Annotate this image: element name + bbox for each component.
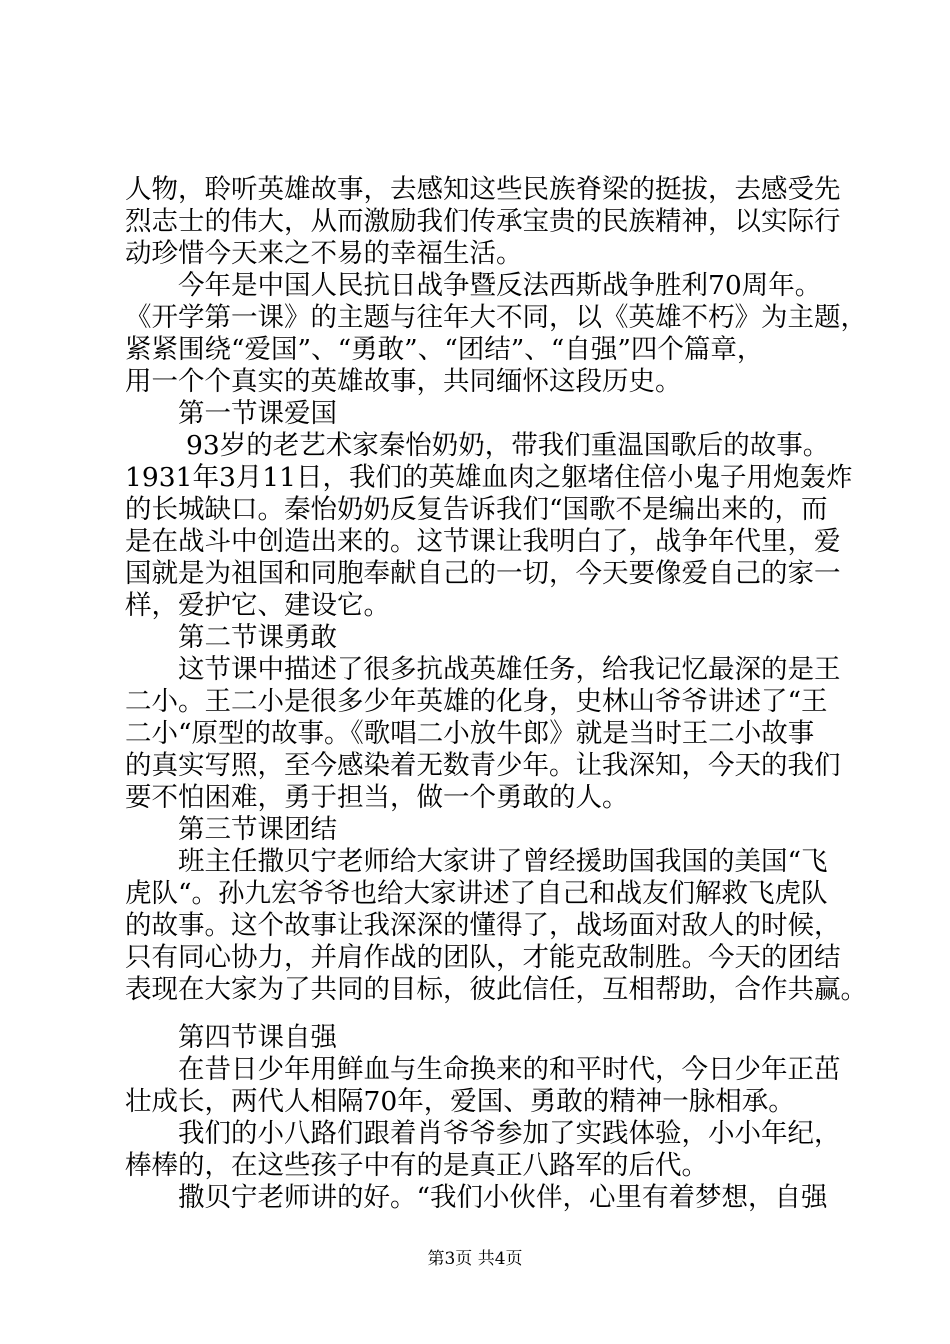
text-line: 表现在大家为了共同的目标，彼此信任，互相帮助，合作共赢。	[125, 974, 867, 1005]
text-line: 用一个个真实的英雄故事，共同缅怀这段历史。	[125, 366, 682, 397]
text-line: 棒棒的，在这些孩子中有的是真正八路军的后代。	[125, 1150, 708, 1181]
text-line: 要不怕困难，勇于担当，做一个勇敢的人。	[125, 782, 629, 813]
page-footer: 第3页 共4页	[427, 1249, 523, 1269]
text-line: 这节课中描述了很多抗战英雄任务，给我记忆最深的是王	[178, 654, 841, 685]
text-line: 国就是为祖国和同胞奉献自己的一切，今天要像爱自己的家一	[125, 558, 841, 589]
section-heading: 第四节课自强	[178, 1022, 337, 1053]
text-line: 的真实写照，至今感染着无数青少年。让我深知，今天的我们	[125, 750, 841, 781]
text-line: 只有同心协力，并肩作战的团队，才能克敌制胜。今天的团结	[125, 942, 841, 973]
text-line: 撒贝宁老师讲的好。“我们小伙伴，心里有着梦想，自强	[178, 1182, 828, 1213]
section-heading: 第三节课团结	[178, 814, 337, 845]
text-line: 二小。王二小是很多少年英雄的化身，史林山爷爷讲述了“王	[125, 686, 828, 717]
text-line: 班主任撒贝宁老师给大家讲了曾经援助国我国的美国“飞	[178, 846, 828, 877]
text-line: 样，爱护它、建设它。	[125, 590, 390, 621]
text-line: 紧紧围绕“爱国”、“勇敢”、“团结”、“自强”四个篇章，	[125, 334, 764, 365]
text-line: 虎队“。孙九宏爷爷也给大家讲述了自己和战友们解救飞虎队	[125, 878, 828, 909]
text-line: 的故事。这个故事让我深深的懂得了，战场面对敌人的时候，	[125, 910, 841, 941]
text-line: 是在战斗中创造出来的。这节课让我明白了，战争年代里，爱	[125, 526, 841, 557]
text-line: 我们的小八路们跟着肖爷爷参加了实践体验，小小年纪，	[178, 1118, 841, 1149]
text-line: 人物，聆听英雄故事，去感知这些民族脊梁的挺拔，去感受先	[125, 174, 841, 205]
text-line: 今年是中国人民抗日战争暨反法西斯战争胜利70周年。	[178, 270, 822, 301]
text-line: 的长城缺口。秦怡奶奶反复告诉我们“国歌不是编出来的，而	[125, 494, 828, 525]
section-heading: 第一节课爱国	[178, 398, 337, 429]
text-line: 动珍惜今天来之不易的幸福生活。	[125, 238, 523, 269]
text-line: 烈志士的伟大，从而激励我们传承宝贵的民族精神，以实际行	[125, 206, 841, 237]
text-line: 在昔日少年用鲜血与生命换来的和平时代，今日少年正茁	[178, 1054, 841, 1085]
section-heading: 第二节课勇敢	[178, 622, 337, 653]
text-line: 93岁的老艺术家秦怡奶奶，带我们重温国歌后的故事。	[186, 430, 830, 461]
text-line: 二小“原型的故事。《歌唱二小放牛郎》就是当时王二小故事	[125, 718, 815, 749]
text-line: 1931年3月11日，我们的英雄血肉之躯堵住倍小鬼子用炮轰炸	[125, 462, 853, 493]
text-line: 《开学第一课》的主题与往年大不同，以《英雄不朽》为主题，	[125, 302, 867, 333]
text-line: 壮成长，两代人相隔70年，爱国、勇敢的精神一脉相承。	[125, 1086, 795, 1117]
